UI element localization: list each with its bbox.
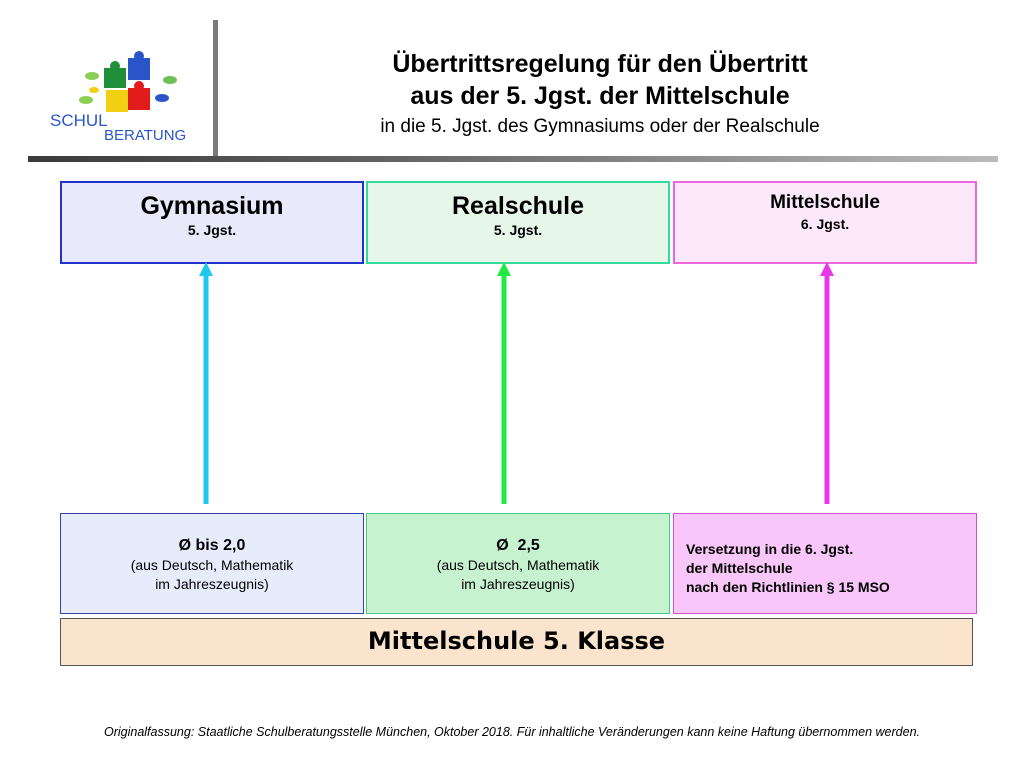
condition-average: Ø 2,5: [496, 537, 540, 554]
page-title: [220, 48, 980, 140]
arrow-mittelschule: [820, 262, 834, 504]
header-vertical-divider: [213, 20, 218, 160]
title-line-2: aus der 5. Jgst. der Mittelschule: [410, 82, 790, 110]
arrow-gymnasium: [199, 262, 213, 504]
condition-note-2: im Jahreszeugnis): [155, 576, 269, 592]
subtitle: in die 5. Jgst. des Gymnasiums oder der Realschule: [380, 116, 820, 137]
condition-line-1: Versetzung in die 6. Jgst.: [686, 541, 854, 557]
condition-box-mittelschule: [673, 513, 977, 614]
condition-box-gymnasium: [60, 513, 364, 614]
svg-text:SCHUL: SCHUL: [50, 111, 108, 130]
header-horizontal-divider: [28, 156, 998, 162]
condition-line-2: der Mittelschule: [686, 560, 793, 576]
base-box-mittelschule-5: Mittelschule 5. Klasse: [60, 618, 973, 666]
condition-note-2: im Jahreszeugnis): [461, 576, 575, 592]
target-box-mittelschule: [673, 181, 977, 264]
arrow-realschule: [497, 262, 511, 504]
target-box-gymnasium: [60, 181, 364, 264]
condition-note-1: (aus Deutsch, Mathematik: [436, 557, 600, 573]
condition-note-1: (aus Deutsch, Mathematik: [130, 557, 294, 573]
svg-text:BERATUNG: BERATUNG: [104, 127, 187, 144]
condition-box-realschule: [366, 513, 670, 614]
condition-line-3: nach den Richtlinien § 15 MSO: [686, 579, 890, 595]
footer-note: Originalfassung: Staatliche Schulberatungsstelle München, Oktober 2018. Für inhaltliche Veränderungen kann keine Haftung übernommen werden.: [103, 725, 920, 739]
title-line-1: Übertrittsregelung für den Übertritt: [392, 50, 808, 78]
schulberatung-logo: [44, 48, 214, 148]
puzzle-logo-icon: [44, 48, 214, 148]
target-name: Realschule: [451, 192, 584, 220]
target-name: Mittelschule: [770, 192, 880, 213]
target-grade: 5. Jgst.: [493, 222, 543, 238]
target-grade: 5. Jgst.: [187, 222, 237, 238]
target-grade: 6. Jgst.: [800, 216, 850, 232]
target-name: Gymnasium: [140, 192, 284, 220]
target-box-realschule: [366, 181, 670, 264]
condition-average: Ø bis 2,0: [178, 537, 246, 554]
